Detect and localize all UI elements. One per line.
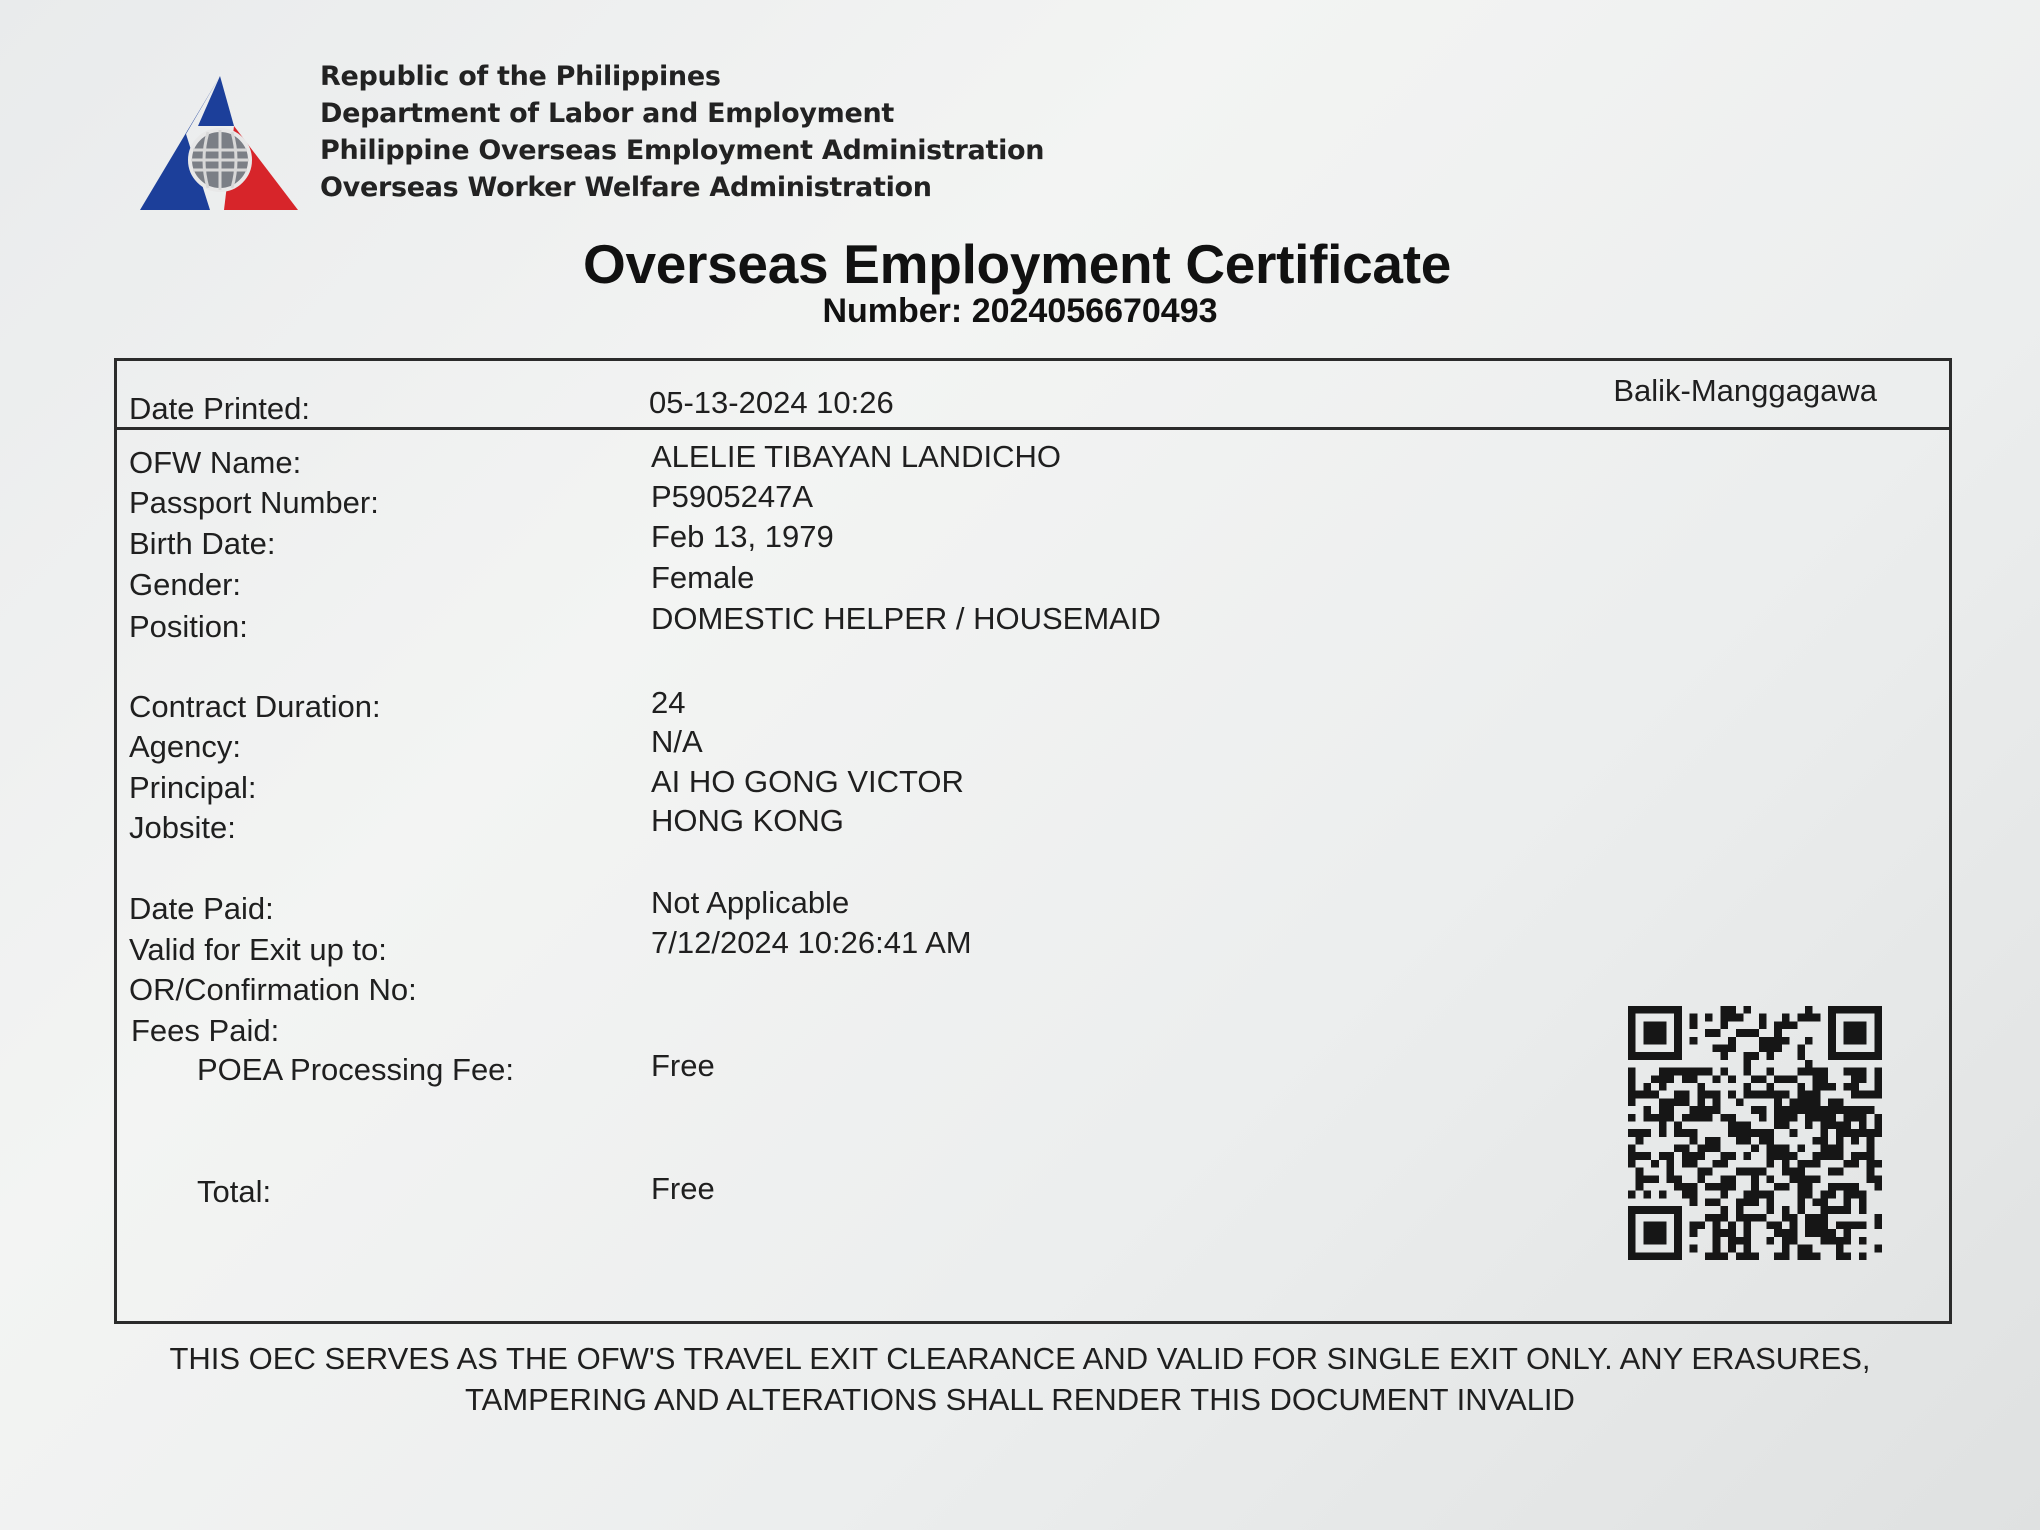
field-value-position: DOMESTIC HELPER / HOUSEMAID	[651, 601, 1161, 636]
field-label-gender: Gender:	[129, 567, 242, 602]
agency-line-owwa: Overseas Worker Welfare Administration	[320, 172, 932, 203]
qr-code-icon	[1628, 1006, 1882, 1260]
field-label-agency: Agency:	[129, 729, 242, 764]
field-value-passport-number: P5905247A	[651, 479, 814, 514]
footer-notice-line-2: TAMPERING AND ALTERATIONS SHALL RENDER THIS DOCUMENT INVALID	[465, 1382, 1575, 1417]
dole-logo-icon	[138, 74, 300, 214]
field-value-jobsite: HONG KONG	[651, 803, 844, 838]
field-value-birth-date: Feb 13, 1979	[651, 519, 834, 554]
agency-line-poea: Philippine Overseas Employment Administration	[320, 135, 1045, 166]
field-label-contract-duration: Contract Duration:	[129, 689, 381, 724]
agency-lines	[320, 58, 1044, 206]
agency-line-republic: Republic of the Philippines	[320, 61, 721, 92]
field-label-date-paid: Date Paid:	[129, 891, 274, 926]
certificate-number-value: 2024056670493	[971, 292, 1218, 330]
field-label-birth-date: Birth Date:	[129, 526, 276, 561]
field-label-total: Total:	[197, 1174, 272, 1209]
footer-notice	[100, 1338, 1940, 1420]
field-label-passport-number: Passport Number:	[129, 485, 379, 520]
date-printed-label: Date Printed:	[129, 391, 310, 426]
date-printed-row	[117, 361, 1949, 430]
date-printed-value: 05-13-2024 10:26	[649, 385, 894, 420]
field-value-total: Free	[651, 1171, 715, 1206]
certificate-details-box	[114, 358, 1952, 1324]
field-value-valid-for-exit: 7/12/2024 10:26:41 AM	[651, 925, 972, 960]
field-label-fees-paid: Fees Paid:	[131, 1013, 280, 1048]
field-label-jobsite: Jobsite:	[129, 810, 236, 845]
category-label: Balik-Manggagawa	[1613, 373, 1877, 408]
field-label-ofw-name: OFW Name:	[129, 445, 302, 480]
document-title-text: Overseas Employment Certificate	[582, 233, 1451, 295]
qr-code-modules	[1628, 1006, 1882, 1260]
field-value-agency: N/A	[651, 724, 703, 759]
field-label-poea-processing-fee: POEA Processing Fee:	[197, 1052, 515, 1087]
field-value-principal: AI HO GONG VICTOR	[651, 764, 964, 799]
field-value-gender: Female	[651, 560, 755, 595]
field-value-date-paid: Not Applicable	[651, 885, 850, 920]
field-value-ofw-name: ALELIE TIBAYAN LANDICHO	[651, 439, 1062, 474]
field-label-or-confirmation-no: OR/Confirmation No:	[129, 972, 417, 1007]
footer-notice-line-1: THIS OEC SERVES AS THE OFW'S TRAVEL EXIT CLEARANCE AND VALID FOR SINGLE EXIT ONLY. ANY ERASURES,	[169, 1341, 1871, 1376]
field-value-poea-processing-fee: Free	[651, 1048, 715, 1083]
certificate-number-label: Number:	[822, 292, 963, 330]
document-title	[0, 232, 2040, 296]
field-label-position: Position:	[129, 609, 248, 644]
certificate-number	[0, 292, 2040, 331]
field-label-valid-for-exit: Valid for Exit up to:	[129, 932, 387, 967]
field-value-contract-duration: 24	[651, 685, 686, 720]
agency-line-dole: Department of Labor and Employment	[320, 98, 895, 129]
field-label-principal: Principal:	[129, 770, 257, 805]
